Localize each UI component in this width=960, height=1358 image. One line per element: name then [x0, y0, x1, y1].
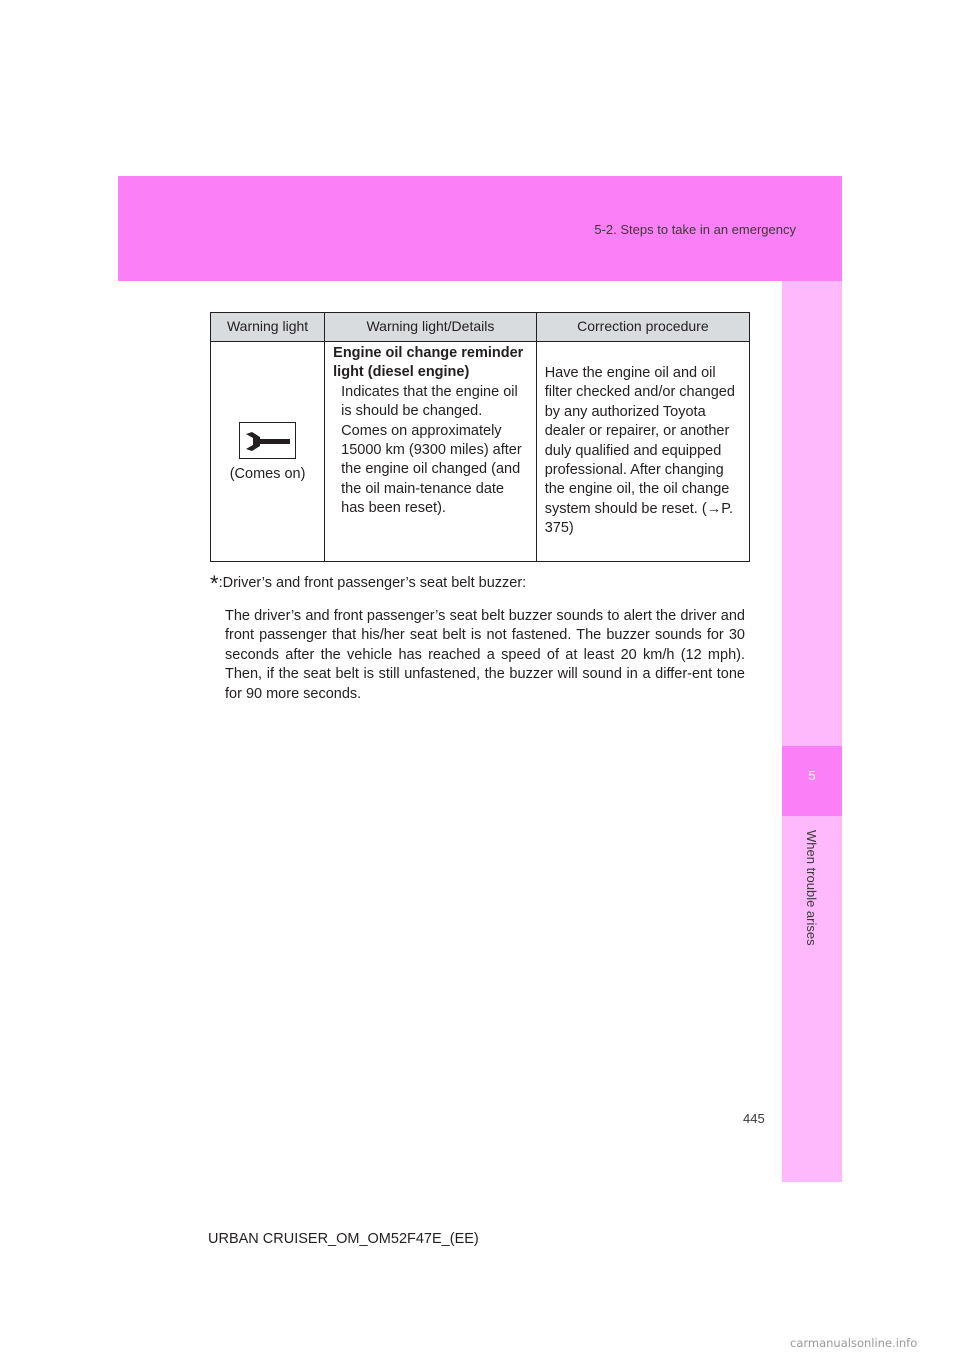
header-correction: Correction procedure — [536, 313, 749, 342]
details-cell — [325, 342, 537, 562]
page-number: 445 — [743, 1111, 765, 1126]
warning-light-table — [210, 312, 750, 562]
warning-light-cell — [211, 342, 325, 562]
document-footer: URBAN CRUISER_OM_OM52F47E_(EE) — [208, 1231, 479, 1247]
light-title: Engine oil change reminder light (diesel engine) — [333, 345, 524, 381]
footnote-marker: * — [210, 571, 219, 596]
table-row — [211, 342, 750, 562]
side-tab-chapter — [782, 746, 842, 816]
footnote-body: The driver’s and front passenger’s seat belt buzzer sounds to alert the driver and front passenger that his/her seat belt is not fastened. The buzzer sounds for 30 seconds after the vehicle has reached a speed of at least 20 km/h (12 mph). Then, if the seat belt is still unfastened, the buzzer will sound in a differ-ent tone for 90 more seconds. — [225, 607, 745, 702]
table-header-row — [211, 313, 750, 342]
chapter-number: 5 — [808, 768, 816, 783]
section-title: 5-2. Steps to take in an emergency — [594, 222, 796, 237]
icon-caption: (Comes on) — [229, 466, 306, 482]
header-details: Warning light/Details — [325, 313, 537, 342]
chapter-label: When trouble arises — [804, 830, 819, 946]
footnote-title: :Driver’s and front passenger’s seat belt buzzer: — [218, 575, 527, 591]
header-band — [118, 176, 842, 281]
side-tab — [782, 281, 842, 1182]
wrench-icon — [239, 422, 296, 459]
watermark: carmanualsonline.info — [790, 1336, 918, 1350]
correction-cell: Have the engine oil and oil filter checked and/or changed by any authorized Toyota dealer or repairer, or another duly qualified and equipped professional. After changing the engine oil, the oil change system should be reset. (→P. 375) — [536, 342, 749, 562]
footnote-title-line — [210, 571, 745, 596]
light-details: Indicates that the engine oil is should be changed. Comes on approximately 15000 km (9300 miles) after the engine oil changed (and the oil main-tenance date has been reset). — [341, 383, 522, 517]
footnote — [210, 571, 745, 704]
header-warning-light: Warning light — [211, 313, 325, 342]
